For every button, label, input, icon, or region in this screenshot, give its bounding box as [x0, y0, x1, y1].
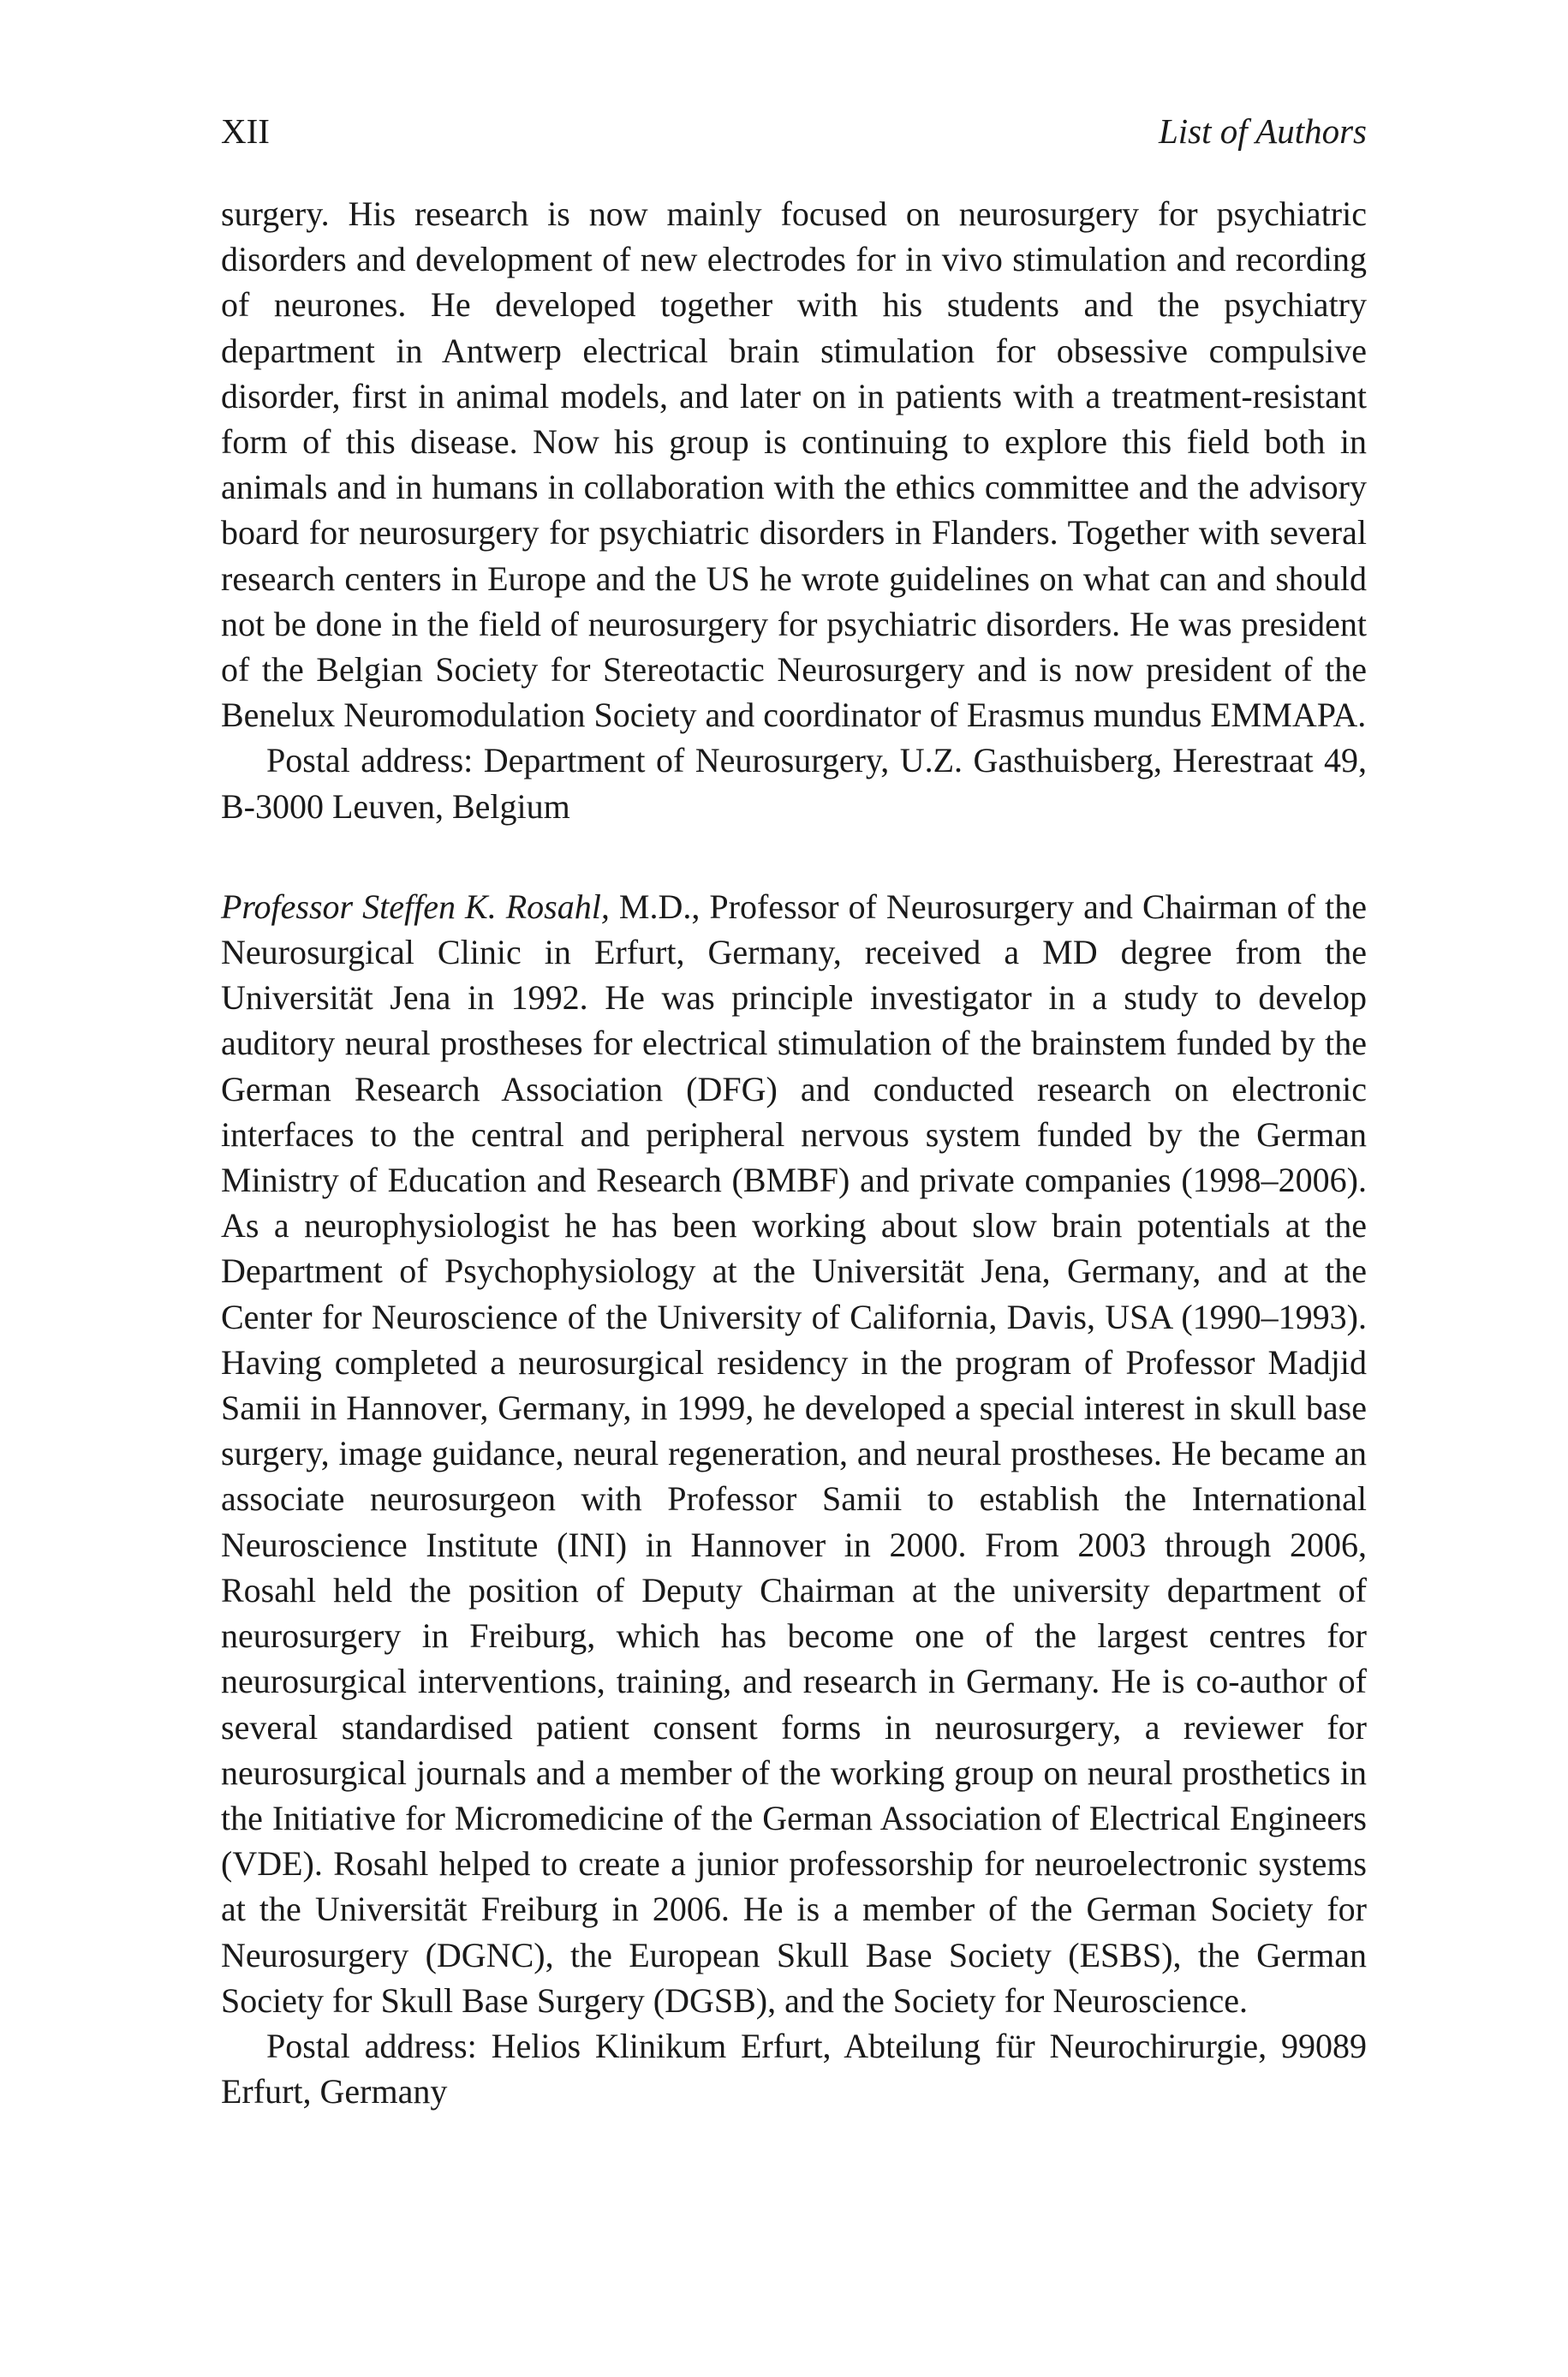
running-head	[221, 110, 1367, 152]
previous-entry-postal-address: Postal address: Department of Neurosurgery, U.Z. Gasthuisberg, Herestraat 49, B-3000 Leuven, Belgium	[221, 741, 1367, 826]
page-number: XII	[221, 111, 270, 151]
author-entry	[221, 884, 1367, 2023]
author-name: Professor Steffen K. Rosahl,	[221, 887, 610, 926]
author-biography: Professor of Neurosurgery and Chairman of the Neurosurgical Clinic in Erfurt, Germany, received a MD degree from the Universität Jena in 1992. He was principle investigator in a study to develop auditory neural prostheses for electrical stimulation of the brainstem funded by the German Research Association (DFG) and conducted research on electronic interfaces to the central and peripheral nervous system funded by the German Ministry of Education and Research (BMBF) and private companies (1998–2006). As a neurophysiologist he has been working about slow brain potentials at the Department of Psychophysiology at the Universität Jena, Germany, and at the Center for Neuroscience of the University of California, Davis, USA (1990–1993). Having completed a neurosurgical residency in the program of Professor Madjid Samii in Hannover, Germany, in 1999, he developed a special interest in skull base surgery, image guidance, neural regeneration, and neural prostheses. He became an associate neurosurgeon with Professor Samii to establish the International Neuroscience Institute (INI) in Hannover in 2000. From 2003 through 2006, Rosahl held the position of Deputy Chairman at the university department of neurosurgery in Freiburg, which has become one of the largest centres for neurosurgical interventions, training, and research in Germany. He is co-author of several standardised patient consent forms in neurosurgery, a reviewer for neurosurgical journals and a member of the working group on neural prosthetics in the Initiative for Micromedicine of the German Association of Electrical Engineers (VDE). Rosahl helped to create a junior professorship for neuroelectronic systems at the Universität Freiburg in 2006. He is a member of the German Society for Neurosurgery (DGNC), the European Skull Base Society (ESBS), the German Society for Skull Base Surgery (DGSB), and the Society for Neuroscience.	[221, 887, 1367, 2020]
body-text	[221, 191, 1367, 2114]
author-credentials: M.D.,	[609, 887, 701, 926]
author-postal-address: Postal address: Helios Klinikum Erfurt, Abteilung für Neurochirurgie, 99089 Erfurt, Germany	[221, 2026, 1367, 2111]
book-page	[221, 0, 1367, 2377]
previous-entry-continuation: surgery. His research is now mainly focused on neurosurgery for psychiatric disorders and development of new electrodes for in vivo stimulation and recording of neurones. He developed together with his students and the psychiatry department in Antwerp electrical brain stimulation for obsessive compulsive disorder, first in animal models, and later on in patients with a treatment-resistant form of this disease. Now his group is continuing to explore this field both in animals and in humans in collaboration with the ethics committee and the advisory board for neurosurgery for psychiatric disorders in Flanders. Together with several research centers in Europe and the US he wrote guidelines on what can and should not be done in the field of neurosurgery for psychiatric disorders. He was president of the Belgian Society for Stereotactic Neurosurgery and is now president of the Benelux Neuromodulation Society and coordinator of Erasmus mundus EMMAPA.	[221, 194, 1367, 735]
running-title: List of Authors	[1158, 111, 1367, 151]
